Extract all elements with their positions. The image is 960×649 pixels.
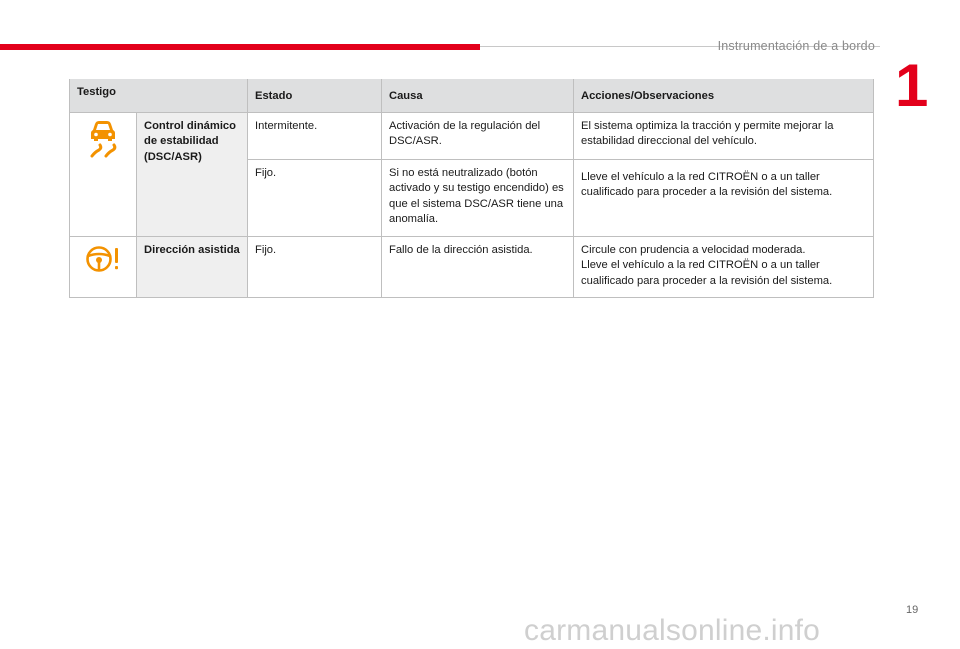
stability-control-icon [88, 150, 118, 162]
watermark: carmanualsonline.info [524, 614, 821, 647]
table-header-row [70, 79, 874, 112]
power-steering-warning-icon [83, 266, 123, 278]
warning-lights-table [69, 79, 874, 298]
cell-acciones-line: Lleve el vehículo a la red CITROËN o a un taller cualificado para proceder a la revisión del sistema. [581, 259, 833, 287]
cell-estado: Fijo. [248, 159, 382, 236]
cell-acciones [574, 236, 874, 298]
warning-name-dsc: Control dinámico de estabilidad (DSC/ASR) [137, 112, 248, 236]
column-header-acciones: Acciones/Observaciones [574, 79, 874, 112]
cell-causa-text: Activación de la regulación del DSC/ASR. [389, 119, 541, 147]
header-red-bar [0, 44, 480, 50]
column-header-testigo: Testigo [70, 79, 248, 112]
cell-acciones [574, 159, 874, 236]
chapter-number: 1 [895, 52, 929, 119]
power-steering-icon-cell [70, 236, 137, 298]
cell-acciones: El sistema optimiza la tracción y permite mejorar la estabilidad direccional del vehículo. [574, 112, 874, 159]
cell-causa [382, 112, 574, 159]
cell-estado: Fijo. [248, 236, 382, 298]
section-title: Instrumentación de a bordo [717, 39, 875, 53]
table-row [70, 112, 874, 159]
page-number: 19 [906, 604, 919, 616]
column-header-causa: Causa [382, 79, 574, 112]
cell-acciones-line: Circule con prudencia a velocidad moderada. [581, 243, 806, 256]
column-header-estado: Estado [248, 79, 382, 112]
table-row [70, 236, 874, 298]
stability-control-icon-cell [70, 112, 137, 236]
cell-causa: Fallo de la dirección asistida. [382, 236, 574, 298]
cell-acciones-text: Lleve el vehículo a la red CITROËN o a un taller cualificado para proceder a la revisión del sistema. [581, 170, 833, 198]
cell-causa: Si no está neutralizado (botón activado y su testigo encendido) es que el sistema DSC/ASR tiene una anomalía. [382, 159, 574, 236]
warning-name-power-steering: Dirección asistida [137, 236, 248, 298]
cell-estado: Intermitente. [248, 112, 382, 159]
